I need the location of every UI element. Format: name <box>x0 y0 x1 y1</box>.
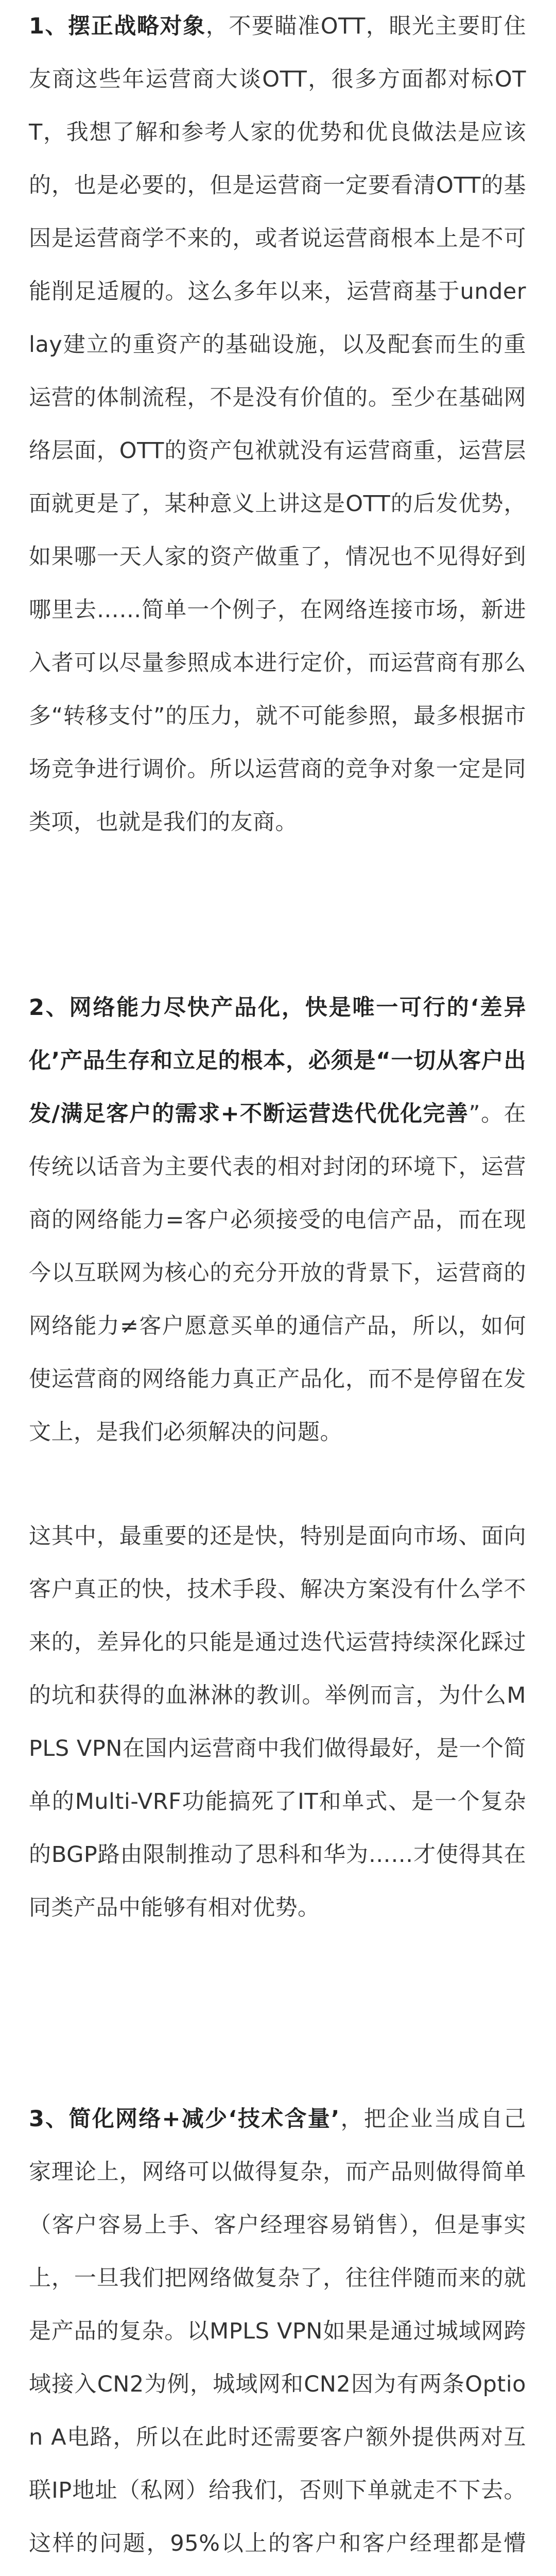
paragraph-heading: 1、摆正战略对象 <box>29 13 206 39</box>
paragraph-speed <box>29 1510 526 1935</box>
paragraph-simplify-network <box>29 2093 526 2576</box>
paragraph-text: ，把企业当成自己家理论上，网络可以做得复杂，而产品则做得简单（客户容易上手、客户经理容易销售），但是事实上，一旦我们把网络做复杂了，往往伴随而来的就是产品的复杂。以MPLS VPN如果是通过城域网跨域接入CN2为例，城域网和CN2因为有两条Option A电路，所以在此时还需要客户额外提供两对互联IP地址（私网）给我们，否则下单就走不下去。这样的问题，95%以上的客户和客户经理都是懵 <box>29 2106 526 2556</box>
paragraph-heading: 2、网络能力尽快产品化，快是唯一可行的‘差异化’产品生存和立足的根本，必须是“一切从客户出发/满足客户的需求+不断运营迭代优化完善 <box>29 995 526 1127</box>
paragraph-text: ，不要瞄准OTT，眼光主要盯住友商这些年运营商大谈OTT，很多方面都对标OTT，我想了解和参考人家的优势和优良做法是应该的，也是必要的，但是运营商一定要看清OTT的基因是运营商学不来的，或者说运营商根本上是不可能削足适履的。这么多年以来，运营商基于underlay建立的重资产的基础设施，以及配套而生的重运营的体制流程，不是没有价值的。至少在基础网络层面，OTT的资产包袱就没有运营商重，运营层面就更是了，某种意义上讲这是OTT的后发优势，如果哪一天人家的资产做重了，情况也不见得好到哪里去……简单一个例子，在网络连接市场，新进入者可以尽量参照成本进行定价，而运营商有那么多“转移支付”的压力，就不可能参照，最多根据市场竞争进行调价。所以运营商的竞争对象一定是同类项，也就是我们的友商。 <box>29 13 526 835</box>
paragraph-strategy-target <box>29 0 526 849</box>
paragraph-text: ”。在传统以话音为主要代表的相对封闭的环境下，运营商的网络能力=客户必须接受的电信产品，而在现今以互联网为核心的充分开放的背景下，运营商的网络能力≠客户愿意买单的通信产品，所以，如何使运营商的网络能力真正产品化，而不是停留在发文上，是我们必须解决的问题。 <box>29 1101 526 1445</box>
paragraph-heading: 3、简化网络+减少‘技术含量’ <box>29 2106 340 2132</box>
paragraph-productization <box>29 981 526 1459</box>
paragraph-text: 这其中，最重要的还是快，特别是面向市场、面向客户真正的快，技术手段、解决方案没有什么学不来的，差异化的只能是通过迭代运营持续深化踩过的坑和获得的血淋淋的教训。举例而言，为什么MPLS VPN在国内运营商中我们做得最好，是一个简单的Multi-VRF功能搞死了IT和单式、是一个复杂的BGP路由限制推动了思科和华为……才使得其在同类产品中能够有相对优势。 <box>29 1523 526 1921</box>
